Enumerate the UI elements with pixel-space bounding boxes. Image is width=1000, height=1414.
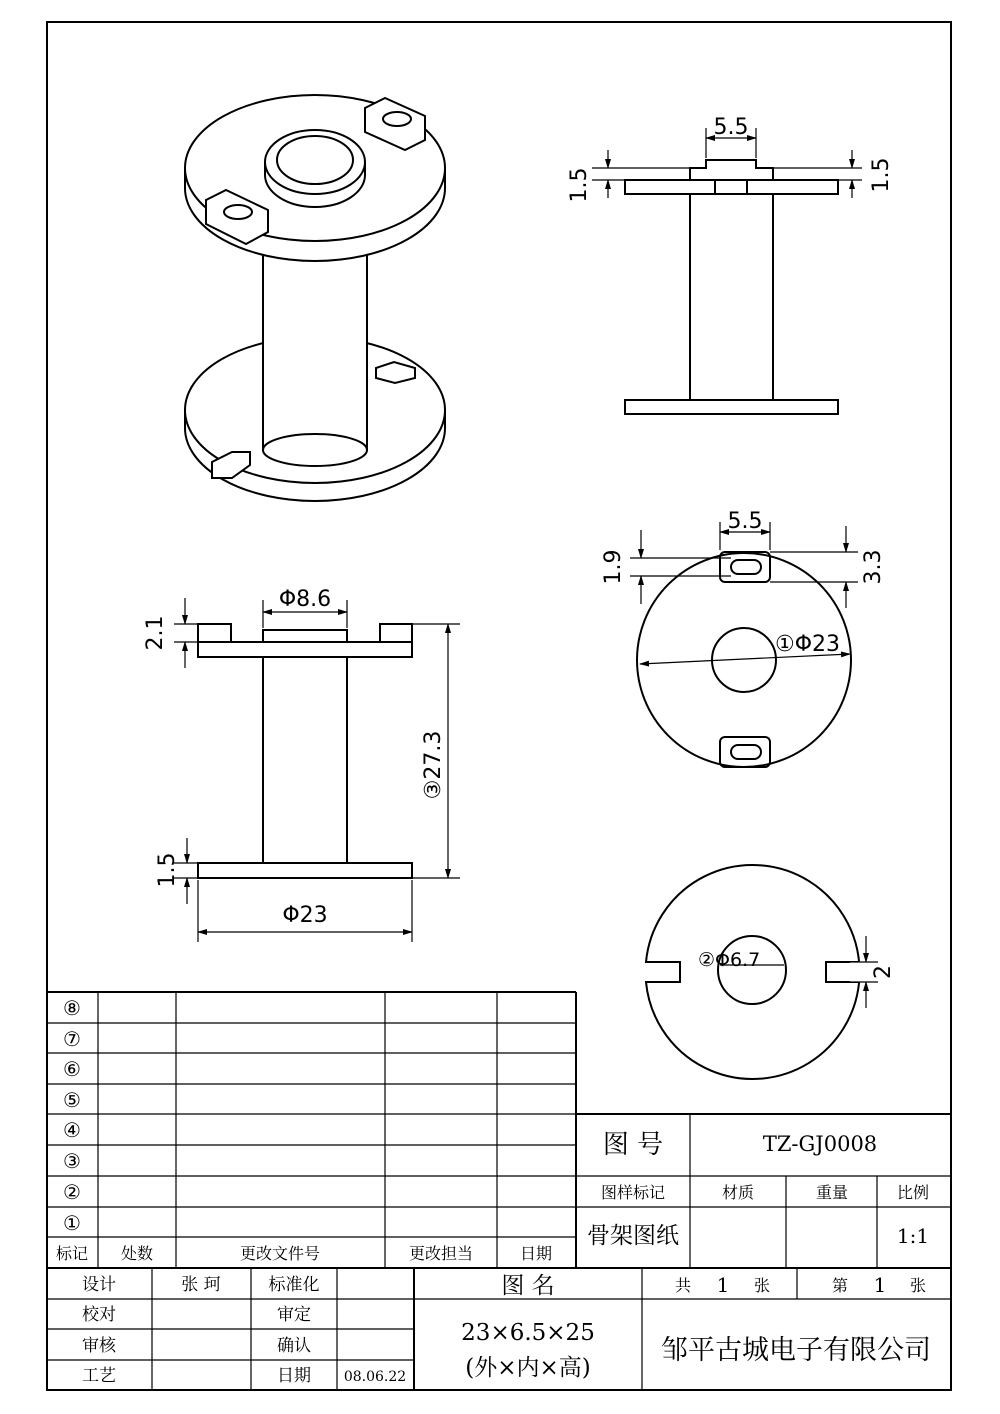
sheet-value: 1 [873, 1273, 887, 1297]
name-label: 图 名 [501, 1273, 555, 1299]
process-label: 工艺 [82, 1366, 116, 1386]
confirm-label: 确认 [277, 1336, 311, 1356]
design-label: 设计 [82, 1275, 116, 1295]
front-dim-bottom: Φ23 [282, 903, 328, 928]
rev-header-file: 更改文件号 [239, 1244, 321, 1263]
front-dim-flange-top: 2.1 [143, 615, 168, 651]
sheet-label: 第 [831, 1276, 849, 1295]
part-desc: (外×内×高) [465, 1355, 591, 1381]
rev-row-1: ① [63, 1211, 81, 1235]
lower-dim-slot: 2 [871, 965, 896, 979]
rev-row-4: ④ [63, 1118, 81, 1142]
lower-dim-inner: ②Φ6.7 [698, 949, 761, 971]
review-label: 审核 [82, 1336, 116, 1356]
side-dim-right: 1.5 [869, 157, 894, 193]
date-value: 08.06.22 [343, 1369, 407, 1385]
front-view [174, 598, 460, 942]
part-name: 23×6.5×25 [461, 1320, 595, 1346]
rev-row-7: ⑦ [63, 1027, 81, 1051]
scale-label: 比例 [896, 1183, 930, 1202]
rev-row-6: ⑥ [63, 1057, 81, 1081]
rev-row-5: ⑤ [63, 1088, 81, 1112]
front-dim-flange-bottom: 1.5 [155, 852, 180, 888]
rev-header-date: 日期 [519, 1244, 553, 1263]
front-dim-height: ③27.3 [421, 730, 446, 800]
rev-header-owner: 更改担当 [408, 1244, 474, 1263]
drawing-no: TZ-GJ0008 [762, 1132, 878, 1156]
rev-header-count: 处数 [120, 1244, 154, 1263]
company-name: 邹平古城电子有限公司 [661, 1335, 931, 1366]
lower-plan-view [646, 865, 878, 1079]
front-dim-top: Φ8.6 [278, 587, 332, 612]
designer-name: 张 珂 [181, 1275, 221, 1295]
date-label: 日期 [277, 1366, 311, 1386]
total-label: 共 [674, 1276, 692, 1295]
total-value: 1 [716, 1273, 730, 1297]
side-dim-width: 5.5 [713, 115, 749, 140]
side-dim-left: 1.5 [567, 167, 592, 203]
rev-row-8: ⑧ [63, 996, 81, 1020]
total-unit: 张 [753, 1276, 771, 1295]
approve-label: 审定 [277, 1305, 311, 1325]
rev-row-2: ② [63, 1180, 81, 1204]
plan-dim-right: 3.3 [861, 549, 886, 585]
isometric-view [185, 95, 445, 501]
weight-label: 重量 [815, 1183, 849, 1202]
plan-dim-outer: ①Φ23 [775, 632, 841, 657]
plan-dim-slot-width: 5.5 [727, 509, 763, 534]
plan-dim-left: 1.9 [601, 549, 626, 585]
sample-mark-label: 图样标记 [600, 1183, 666, 1202]
rev-header-mark: 标记 [55, 1244, 89, 1263]
standard-label: 标准化 [268, 1275, 320, 1295]
drawing-type: 骨架图纸 [587, 1223, 679, 1249]
sheet-unit: 张 [909, 1276, 927, 1295]
revision-table [47, 992, 951, 1268]
check-label: 校对 [82, 1305, 116, 1325]
material-label: 材质 [721, 1183, 755, 1202]
drawing-no-label: 图 号 [602, 1130, 664, 1160]
scale-value: 1:1 [896, 1224, 930, 1248]
rev-row-3: ③ [63, 1149, 81, 1173]
side-view [592, 128, 862, 414]
